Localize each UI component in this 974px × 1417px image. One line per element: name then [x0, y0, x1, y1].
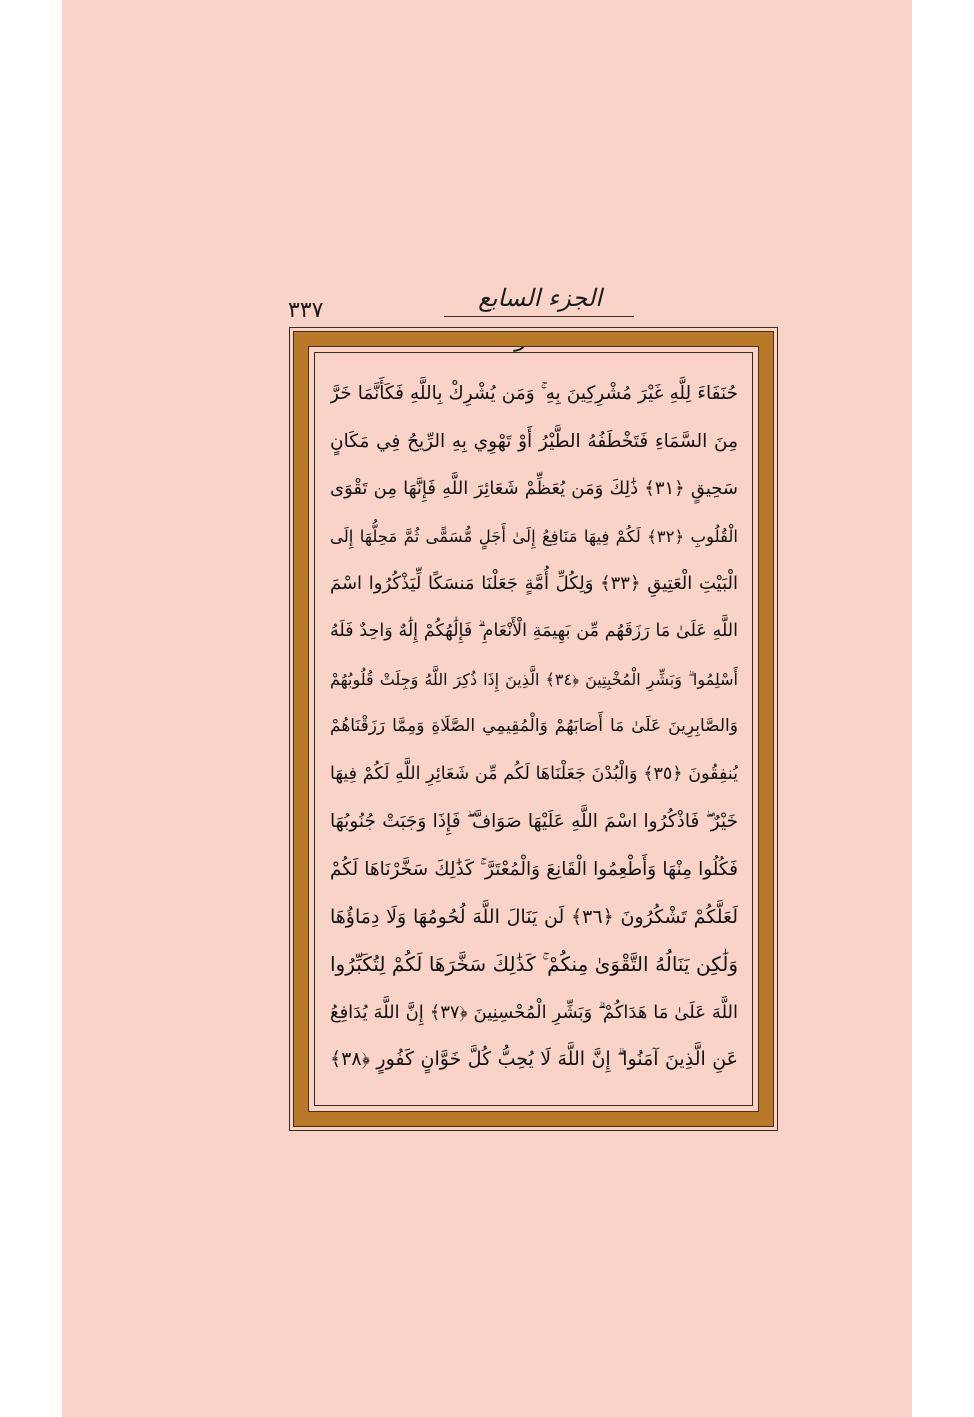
- text-line-12: لَعَلَّكُمْ تَشْكُرُونَ ﴿٣٦﴾ لَن يَنَالَ اللَّهَ لُحُومُهَا وَلَا دِمَاؤُهَا: [330, 905, 738, 928]
- text-line-1: حُنَفَاءَ لِلَّهِ غَيْرَ مُشْرِكِينَ بِهِ ۚ وَمَن يُشْرِكْ بِاللَّهِ فَكَأَنَّمَا خَرَّ: [330, 383, 738, 404]
- header-rule: [444, 316, 634, 317]
- quran-text-block: [330, 370, 738, 1086]
- text-line-13: وَلَٰكِن يَنَالُهُ التَّقْوَىٰ مِنكُمْ ۚ كَذَٰلِكَ سَخَّرَهَا لَكُمْ لِتُكَبِّرُوا: [330, 952, 738, 977]
- text-line-6: اللَّهِ عَلَىٰ مَا رَزَقَهُم مِّن بَهِيمَةِ الْأَنْعَامِ ۗ فَإِلَٰهُكُمْ إِلَٰهٌ وَاحِدٌ فَلَهُ: [330, 620, 738, 641]
- text-line-11: فَكُلُوا مِنْهَا وَأَطْعِمُوا الْقَانِعَ وَالْمُعْتَرَّ ۚ كَذَٰلِكَ سَخَّرْنَاهَا لَكُمْ: [330, 858, 738, 880]
- text-line-4: الْقُلُوبِ ﴿٣٢﴾ لَكُمْ فِيهَا مَنَافِعُ إِلَىٰ أَجَلٍ مُّسَمًّى ثُمَّ مَحِلُّهَا إِلَى: [330, 526, 738, 546]
- text-line-7: أَسْلِمُوا ۗ وَبَشِّرِ الْمُخْبِتِينَ ﴿٣٤﴾ الَّذِينَ إِذَا ذُكِرَ اللَّهُ وَجِلَتْ قُلُوبُهُمْ: [330, 669, 738, 689]
- page-number: ٣٣٧: [288, 298, 324, 323]
- text-line-3: سَحِيقٍ ﴿٣١﴾ ذَٰلِكَ وَمَن يُعَظِّمْ شَعَائِرَ اللَّهِ فَإِنَّهَا مِن تَقْوَى: [330, 478, 738, 500]
- text-line-2: مِنَ السَّمَاءِ فَتَخْطَفُهُ الطَّيْرُ أَوْ تَهْوِي بِهِ الرِّيحُ فِي مَكَانٍ: [330, 430, 738, 452]
- text-line-10: خَيْرٌ ۖ فَاذْكُرُوا اسْمَ اللَّهِ عَلَيْهَا صَوَافَّ ۖ فَإِذَا وَجَبَتْ جُنُوبُهَا: [330, 811, 738, 833]
- text-line-9: يُنفِقُونَ ﴿٣٥﴾ وَالْبُدْنَ جَعَلْنَاهَا لَكُم مِّن شَعَائِرِ اللَّهِ لَكُمْ فِيهَا: [330, 763, 738, 784]
- text-line-14: اللَّهَ عَلَىٰ مَا هَدَاكُمْ ۗ وَبَشِّرِ الْمُحْسِنِينَ ﴿٣٧﴾ إِنَّ اللَّهَ يُدَافِعُ: [330, 1001, 738, 1023]
- text-line-8: وَالصَّابِرِينَ عَلَىٰ مَا أَصَابَهُمْ وَالْمُقِيمِي الصَّلَاةِ وَمِمَّا رَزَقْنَاهُمْ: [330, 716, 738, 737]
- juz-title: الجزء السابع عشر: [478, 284, 602, 352]
- text-line-15: عَنِ الَّذِينَ آمَنُوا ۗ إِنَّ اللَّهَ لَا يُحِبُّ كُلَّ خَوَّانٍ كَفُورٍ ﴿٣٨﴾: [330, 1048, 738, 1071]
- text-line-5: الْبَيْتِ الْعَتِيقِ ﴿٣٣﴾ وَلِكُلِّ أُمَّةٍ جَعَلْنَا مَنسَكًا لِّيَذْكُرُوا اسْمَ: [330, 573, 738, 595]
